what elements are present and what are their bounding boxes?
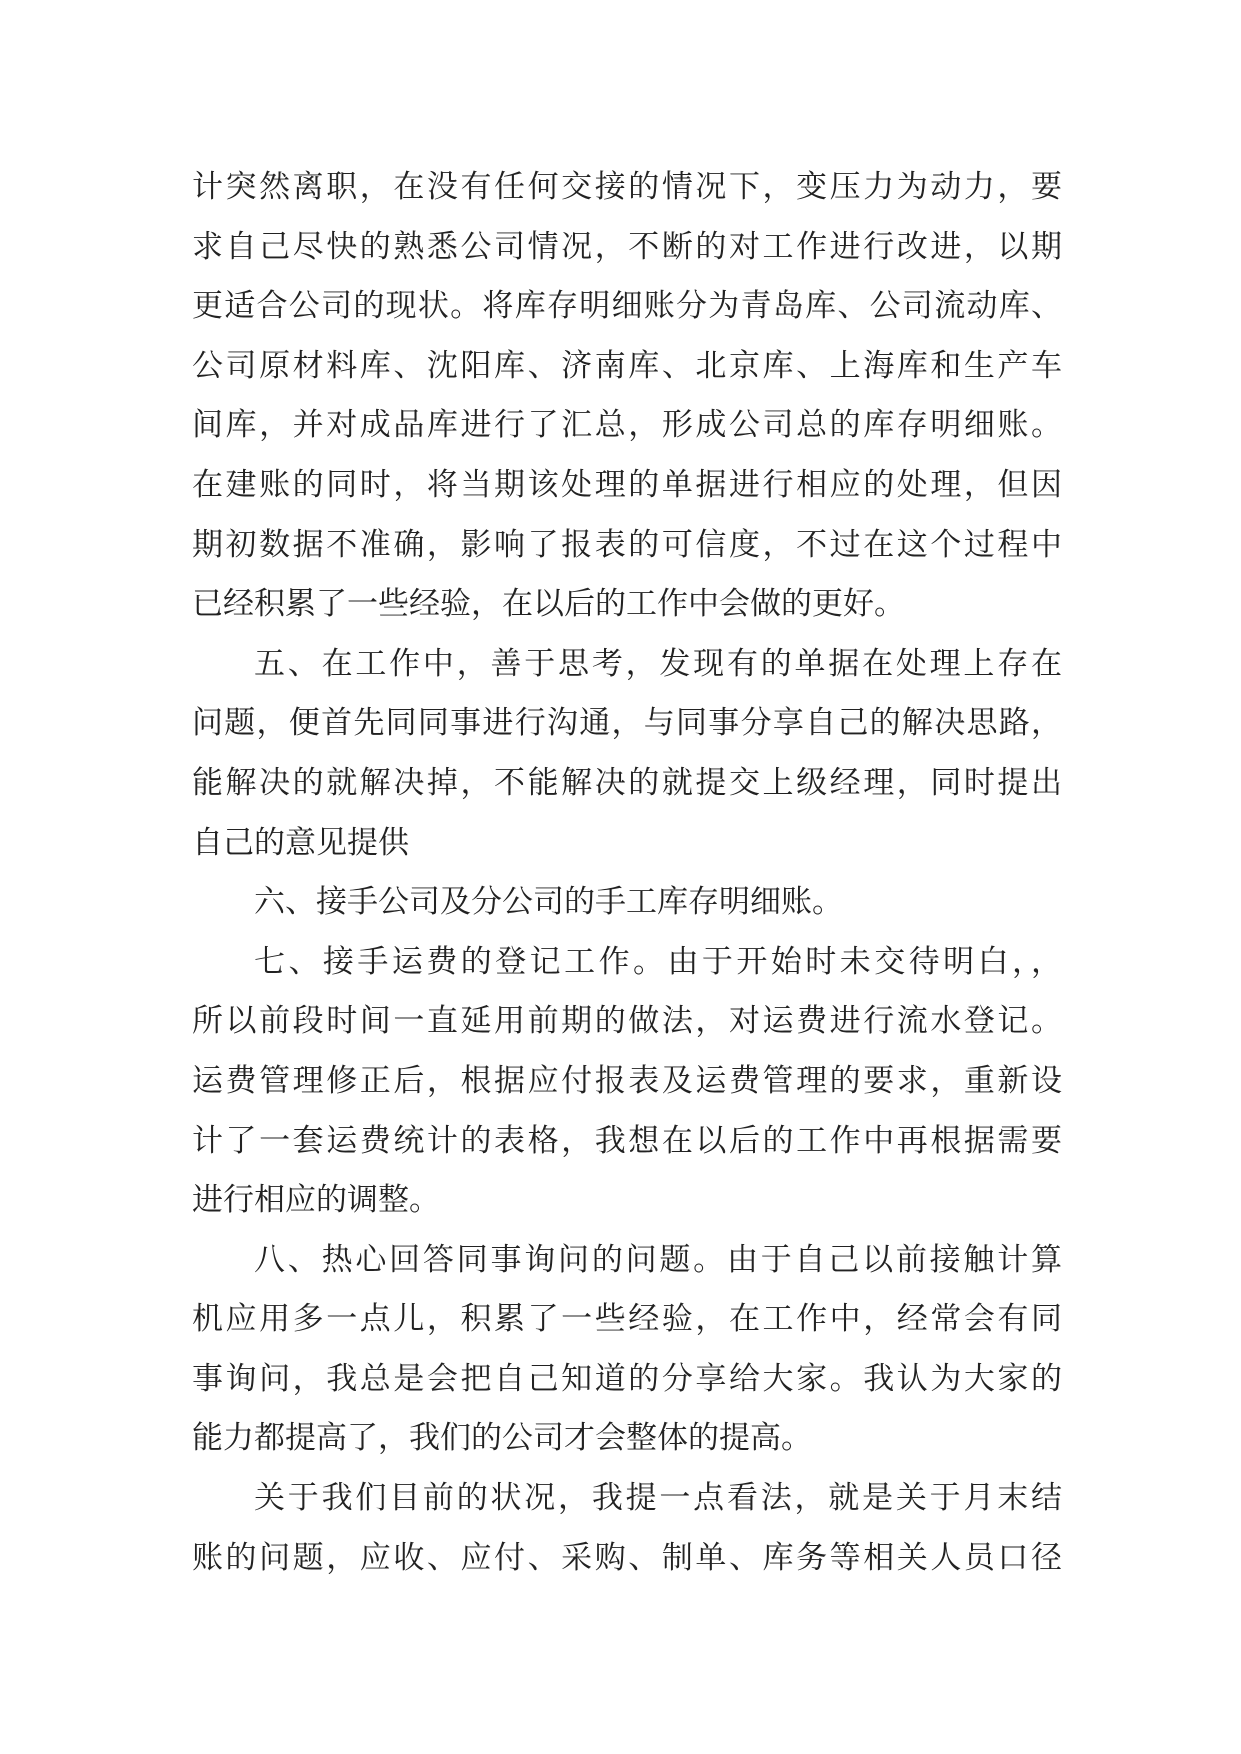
text-line: 五、在工作中，善于思考，发现有的单据在处理上存在 bbox=[254, 645, 1062, 682]
text-line: 已经积累了一些经验，在以后的工作中会做的更好。 bbox=[192, 586, 905, 623]
text-line: 计突然离职，在没有任何交接的情况下，变压力为动力，要 bbox=[192, 169, 1062, 205]
text-line: 事询问，我总是会把自己知道的分享给大家。我认为大家的 bbox=[192, 1360, 1062, 1397]
text-line: 计了一套运费统计的表格，我想在以后的工作中再根据需要 bbox=[192, 1122, 1062, 1159]
text-line: 间库，并对成品库进行了汇总，形成公司总的库存明细账。 bbox=[192, 407, 1062, 444]
text-line: 六、接手公司及分公司的手工库存明细账。 bbox=[254, 884, 843, 921]
text-line: 能力都提高了，我们的公司才会整体的提高。 bbox=[192, 1420, 812, 1457]
text-line: 问题，便首先同同事进行沟通，与同事分享自己的解决思路， bbox=[192, 705, 1062, 742]
text-line: 期初数据不准确，影响了报表的可信度，不过在这个过程中 bbox=[192, 526, 1062, 563]
text-line: 更适合公司的现状。将库存明细账分为青岛库、公司流动库、 bbox=[192, 288, 1062, 325]
text-line: 运费管理修正后，根据应付报表及运费管理的要求，重新设 bbox=[192, 1062, 1062, 1099]
text-line: 在建账的同时，将当期该处理的单据进行相应的处理，但因 bbox=[192, 466, 1062, 503]
text-line: 求自己尽快的熟悉公司情况，不断的对工作进行改进，以期 bbox=[192, 228, 1062, 265]
text-line: 关于我们目前的状况，我提一点看法，就是关于月末结 bbox=[254, 1480, 1062, 1517]
text-line: 七、接手运费的登记工作。由于开始时未交待明白，， bbox=[254, 943, 1062, 980]
body-text bbox=[192, 158, 1062, 1588]
text-line: 机应用多一点儿，积累了一些经验，在工作中，经常会有同 bbox=[192, 1301, 1062, 1338]
text-line: 八、热心回答同事询问的问题。由于自己以前接触计算 bbox=[254, 1241, 1062, 1278]
text-line: 公司原材料库、沈阳库、济南库、北京库、上海库和生产车 bbox=[192, 347, 1062, 384]
text-line: 所以前段时间一直延用前期的做法，对运费进行流水登记。 bbox=[192, 1003, 1062, 1040]
text-line: 自己的意见提供 bbox=[192, 824, 409, 861]
text-line: 进行相应的调整。 bbox=[192, 1182, 440, 1219]
text-line: 账的问题，应收、应付、采购、制单、库务等相关人员口径 bbox=[192, 1539, 1062, 1576]
text-line: 能解决的就解决掉，不能解决的就提交上级经理，同时提出 bbox=[192, 764, 1062, 801]
